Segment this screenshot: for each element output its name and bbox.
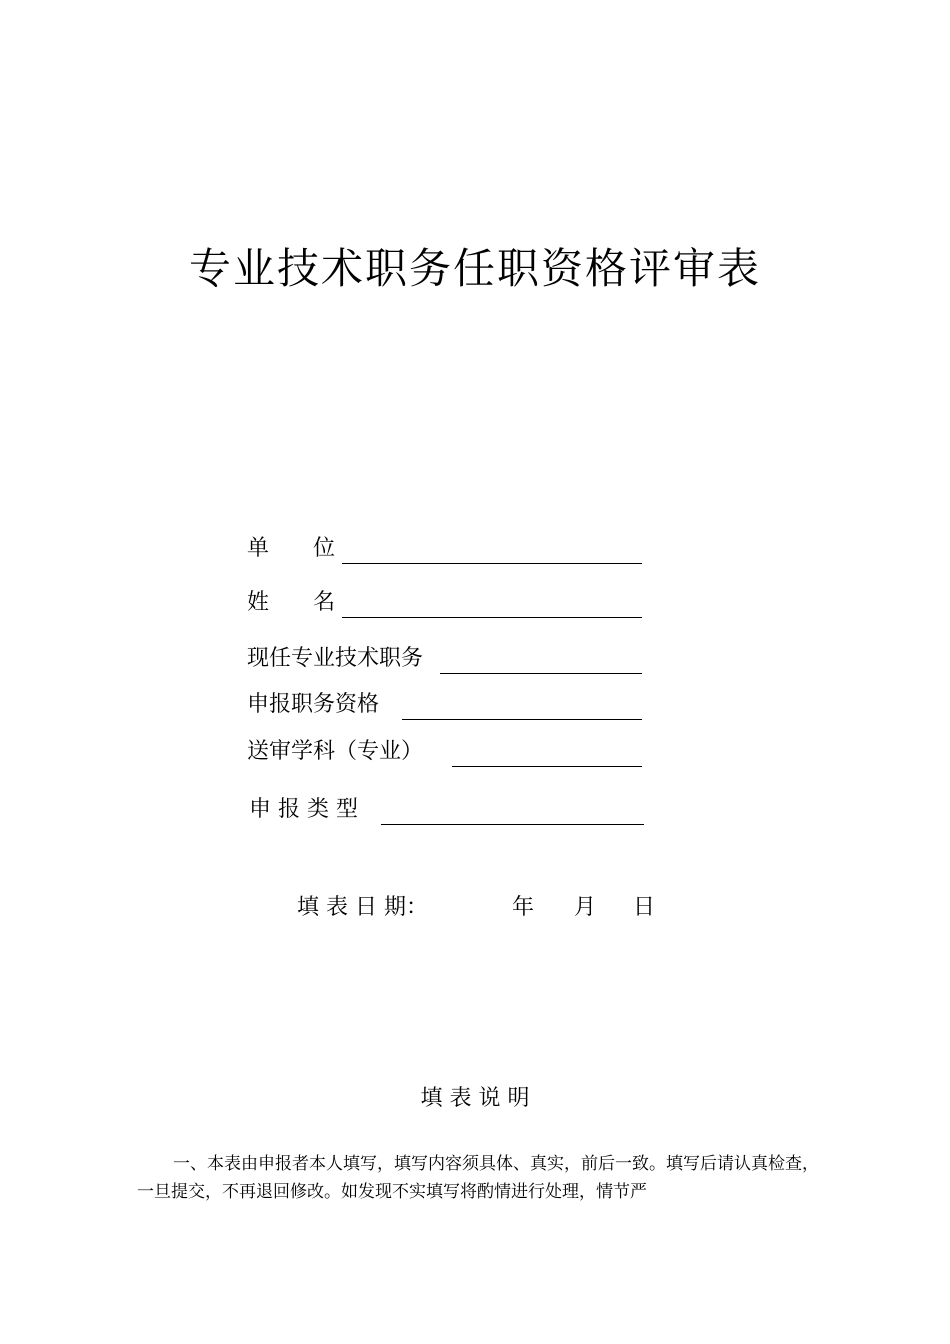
field-row-application-type [249,795,644,825]
field-line-applied-qualification[interactable] [402,719,642,720]
field-label-applied-qualification: 申报职务资格 [247,692,380,717]
field-row-current-position [247,644,642,674]
field-line-review-discipline[interactable] [452,766,642,767]
field-line-current-position[interactable] [440,673,642,674]
field-label-unit: 单 位 [247,536,336,561]
field-row-name [247,588,642,618]
fill-date-line [0,893,950,923]
document-title: 专业技术职务任职资格评审表 [188,244,761,293]
fill-date-label: 填 表 日 期： [297,895,428,920]
field-label-review-discipline: 送审学科（专业） [247,739,424,764]
notes-body [137,1150,827,1206]
field-label-current-position: 现任专业技术职务 [247,646,424,671]
fill-date-month: 月 [574,895,597,920]
notes-item-1: 一、本表由申报者本人填写，填写内容须具体、真实，前后一致。填写后请认真检查，一旦提交，不再退回修改。如发现不实填写将酌情进行处理，情节严 [137,1154,819,1202]
fill-date-year: 年 [512,895,535,920]
field-row-review-discipline [247,737,642,767]
field-row-unit [247,534,642,564]
field-label-name: 姓 名 [247,590,336,615]
fill-date-day: 日 [633,895,656,920]
field-row-applied-qualification [247,690,642,720]
notes-heading: 填 表 说 明 [420,1086,530,1111]
field-line-application-type[interactable] [381,824,644,825]
field-label-application-type: 申 报 类 型 [249,797,358,822]
field-line-unit[interactable] [342,563,642,564]
field-line-name[interactable] [342,617,642,618]
